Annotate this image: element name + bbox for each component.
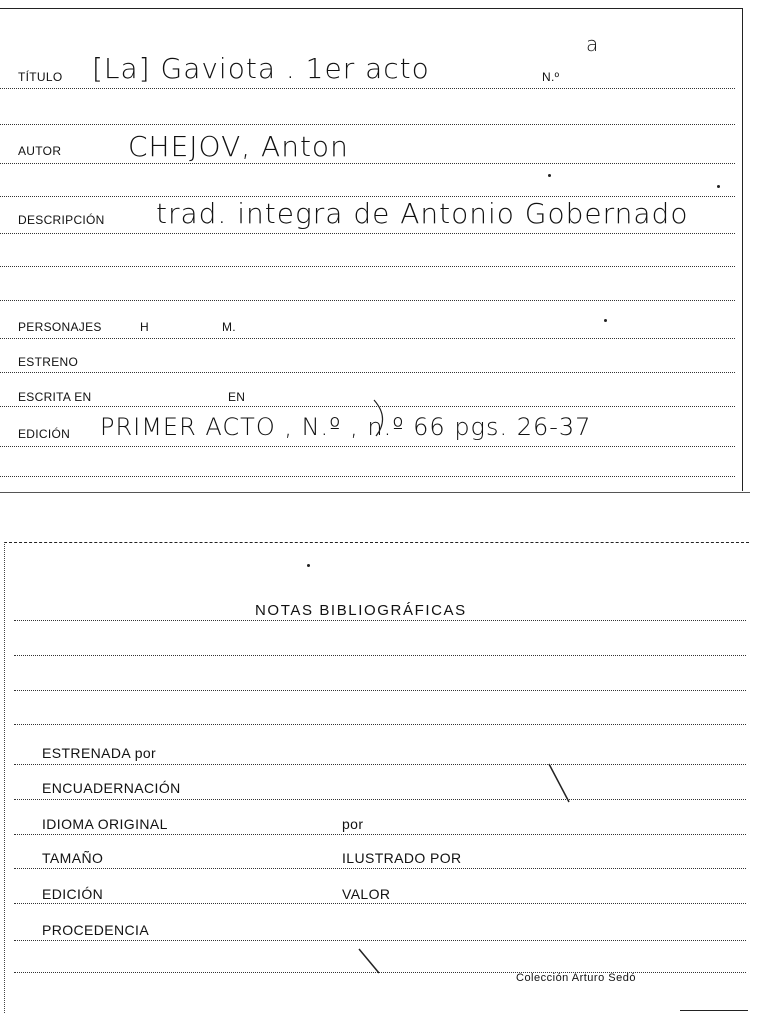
descripcion-value: trad. integra de Antonio Gobernado bbox=[156, 197, 689, 230]
procedencia-rule bbox=[14, 940, 746, 941]
numero-value: a bbox=[586, 32, 600, 56]
scan-speck bbox=[307, 564, 310, 567]
encuadernacion-rule bbox=[14, 799, 746, 800]
autor-value: CHEJOV, Anton bbox=[128, 130, 349, 163]
personajes-rule bbox=[0, 338, 735, 339]
idioma-por-label: por bbox=[342, 816, 364, 832]
scan-speck bbox=[604, 319, 607, 322]
escrita-label: ESCRITA EN bbox=[18, 390, 92, 404]
tamano-label: TAMAÑO bbox=[42, 850, 104, 866]
titulo-value: [La] Gaviota . 1er acto bbox=[92, 52, 430, 85]
edicion-back-label: EDICIÓN bbox=[42, 886, 104, 902]
estrenada-rule bbox=[14, 764, 746, 765]
edicion-value: PRIMER ACTO , N.º , n.º 66 pgs. 26-37 bbox=[100, 413, 592, 441]
estreno-rule bbox=[0, 372, 735, 373]
notas-rule-4 bbox=[14, 724, 746, 725]
encuadernacion-label: ENCUADERNACIÓN bbox=[42, 780, 181, 796]
edicion-rule-2 bbox=[0, 476, 735, 477]
notas-rule-2 bbox=[14, 655, 746, 656]
collection-stamp: Colección Arturo Sedó bbox=[516, 972, 636, 984]
pen-mark bbox=[370, 396, 392, 440]
autor-rule bbox=[0, 163, 735, 164]
estreno-label: ESTRENO bbox=[18, 355, 79, 369]
card-bottom-edge bbox=[680, 1010, 748, 1011]
notas-rule-1 bbox=[14, 620, 746, 621]
procedencia-label: PROCEDENCIA bbox=[42, 922, 150, 938]
titulo-rule bbox=[0, 88, 735, 89]
personajes-m-label: M. bbox=[222, 320, 236, 334]
pen-mark bbox=[545, 760, 575, 806]
titulo-label: TÍTULO bbox=[18, 70, 63, 84]
card-separator bbox=[0, 492, 750, 493]
edicion-back-rule bbox=[14, 903, 746, 904]
descripcion-rule-3 bbox=[0, 300, 735, 301]
ilustrado-label: ILUSTRADO POR bbox=[342, 850, 462, 866]
autor-label: AUTOR bbox=[18, 144, 62, 158]
idioma-label: IDIOMA ORIGINAL bbox=[42, 816, 168, 832]
personajes-h-label: H bbox=[140, 320, 149, 334]
titulo-rule-2 bbox=[0, 124, 735, 125]
escrita-en-label: EN bbox=[228, 390, 246, 404]
estrenada-label: ESTRENADA por bbox=[42, 745, 157, 761]
descripcion-rule bbox=[0, 233, 735, 234]
pen-mark bbox=[355, 945, 385, 977]
idioma-rule bbox=[14, 834, 746, 835]
notas-heading: NOTAS BIBLIOGRÁFICAS bbox=[255, 602, 467, 619]
edicion-rule bbox=[0, 446, 735, 447]
scan-speck bbox=[548, 174, 551, 177]
personajes-label: PERSONAJES bbox=[18, 320, 102, 334]
tamano-rule bbox=[14, 868, 746, 869]
escrita-rule bbox=[0, 406, 735, 407]
edicion-label: EDICIÓN bbox=[18, 427, 71, 441]
scan-speck bbox=[717, 185, 720, 188]
notas-rule-3 bbox=[14, 690, 746, 691]
valor-label: VALOR bbox=[342, 886, 391, 902]
descripcion-label: DESCRIPCIÓN bbox=[18, 213, 105, 227]
numero-label: N.º bbox=[542, 70, 560, 84]
descripcion-rule-2 bbox=[0, 266, 735, 267]
